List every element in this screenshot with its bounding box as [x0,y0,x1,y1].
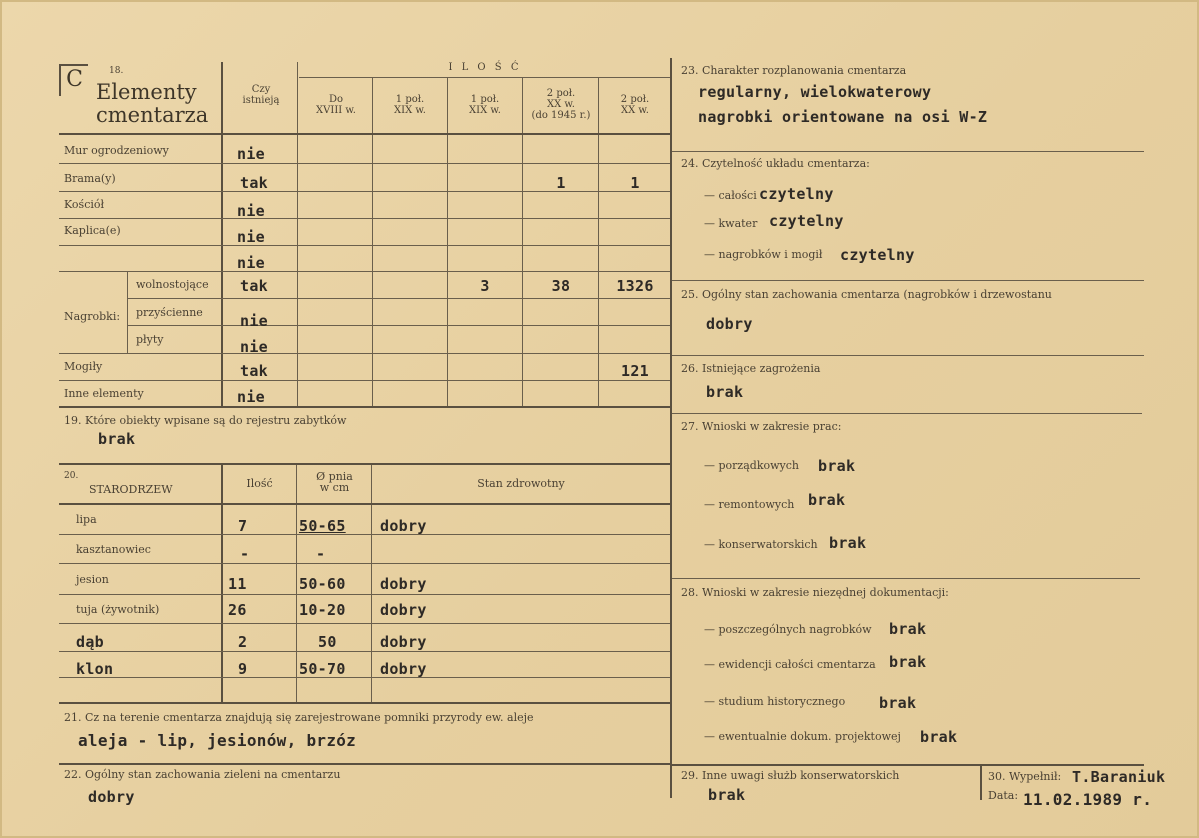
tree-diam-thuja: 10-20 [299,601,346,619]
col-header-quantity: I L O Ś Ć [448,62,522,73]
tree-count-oak: 2 [238,633,248,651]
exists-wall: nie [237,145,265,163]
q19-value: brak [98,430,136,448]
exists-chapel: nie [237,228,265,246]
q27-label: 27. Wnioski w zakresie prac: [681,420,842,433]
exists-slabs: nie [240,338,268,356]
exists-blank-row: nie [237,254,265,272]
exists-church: nie [237,202,265,220]
section-title-line2: cmentarza [96,103,209,127]
tree-health-lipa: dobry [380,517,427,535]
qty-graves-p5: 121 [621,362,649,380]
tree-health-oak: dobry [380,633,427,651]
exists-freestanding: tak [240,277,268,295]
q22-value: dobry [88,788,135,806]
qty-gate-p5: 1 [630,174,640,192]
q28-label: 28. Wnioski w zakresie niezędnej dokumentacji: [681,586,949,599]
q28-item-tombstones-value: brak [889,620,927,638]
row-label-church: Kościół [64,198,105,211]
q30-date-label: Data: [988,789,1019,802]
qty-gate-p4: 1 [556,174,566,192]
q27-item-cleanup-value: brak [818,457,856,475]
section-number: 18. [109,66,124,76]
q23-label: 23. Charakter rozplanowania cmentarza [681,64,907,77]
tree-name-oak: dąb [76,633,104,651]
row-label-chapel: Kaplica(e) [64,224,121,237]
q22-label: 22. Ogólny stan zachowania zieleni na cmentarzu [64,768,341,781]
tree-count-chestnut: - [240,545,250,563]
q20-col-count: Ilość [246,477,273,490]
tree-count-lipa: 7 [238,517,248,535]
q23-line1: regularny, wielokwaterowy [698,83,932,101]
tree-name-lipa: lipa [76,513,97,526]
q20-col-diameter: Ø pnia w cm [316,470,353,494]
q24-item-whole-label: — całości [704,189,757,202]
q28-item-registry-value: brak [889,653,927,671]
period-header-5: 2 poł. XX w. [620,94,650,116]
tree-name-chestnut: kasztanowiec [76,543,151,556]
q24-item-quarters-label: — kwater [704,217,758,230]
q24-item-quarters-value: czytelny [769,212,844,230]
q28-item-tombstones-label: — poszczególnych nagrobków [704,623,872,636]
tree-health-maple: dobry [380,660,427,678]
qty-freestanding-p5: 1326 [616,277,654,295]
q27-item-conservation-label: — konserwatorskich [704,538,818,551]
q24-label: 24. Czytelność układu cmentarza: [681,157,870,170]
q25-label: 25. Ogólny stan zachowania cmentarza (nagrobków i drzewostanu [681,288,1052,301]
row-label-tombstones: Nagrobki: [64,310,121,323]
q20-label: STARODRZEW [89,483,173,496]
q30-label: 30. Wypełnił: [988,770,1062,783]
q29-value: brak [708,786,746,804]
row-label-wall-mounted: przyścienne [136,306,203,319]
row-label-slabs: płyty [136,333,164,346]
q23-line2: nagrobki orientowane na osi W-Z [698,108,988,126]
tree-name-ash: jesion [76,573,109,586]
q20-number: 20. [64,471,79,481]
qty-freestanding-p4: 38 [551,277,571,295]
tree-diam-lipa: 50-65 [299,517,346,535]
q24-item-whole-value: czytelny [759,185,834,203]
exists-other: nie [237,388,265,406]
period-header-4: 2 poł. XX w. (do 1945 r.) [531,88,591,121]
q21-label: 21. Cz na terenie cmentarza znajdują się zarejestrowane pomniki przyrody ew. aleje [64,711,534,724]
tree-name-thuja: tuja (żywotnik) [76,603,160,616]
period-header-2: 1 poł. XIX w. [394,94,426,116]
q27-item-conservation-value: brak [829,534,867,552]
q24-item-graves-value: czytelny [840,246,915,264]
exists-wall-mounted: nie [240,312,268,330]
q25-value: dobry [706,315,753,333]
row-label-freestanding: wolnostojące [136,278,209,291]
tree-diam-chestnut: - [316,545,326,563]
tree-diam-ash: 50-60 [299,575,346,593]
period-header-1: Do XVIII w. [316,94,356,116]
col-header-exists: Czy istnieją [242,84,280,106]
q27-item-repair-value: brak [808,491,846,509]
row-label-gate: Brama(y) [64,172,116,185]
tree-health-thuja: dobry [380,601,427,619]
q27-item-repair-label: — remontowych [704,498,795,511]
tree-health-ash: dobry [380,575,427,593]
q28-item-design-label: — ewentualnie dokum. projektowej [704,730,901,743]
tree-diam-oak: 50 [318,633,337,651]
q20-col-health: Stan zdrowotny [477,477,565,490]
q21-value: aleja - lip, jesionów, brzóz [78,731,357,750]
q28-item-history-value: brak [879,694,917,712]
row-label-other: Inne elementy [64,387,144,400]
q26-value: brak [706,383,744,401]
q24-item-graves-label: — nagrobków i mogił [704,248,823,261]
qty-freestanding-p3: 3 [480,277,490,295]
tree-name-maple: klon [76,660,114,678]
tree-diam-maple: 50-70 [299,660,346,678]
q27-item-cleanup-label: — porządkowych [704,459,799,472]
period-header-3: 1 poł. XIX w. [469,94,501,116]
q30-date: 11.02.1989 r. [1023,790,1153,809]
exists-gate: tak [240,174,268,192]
tree-count-maple: 9 [238,660,248,678]
q28-item-history-label: — studium historycznego [704,695,846,708]
exists-graves: tak [240,362,268,380]
section-title-line1: Elementy [96,80,197,104]
section-letter: C [59,64,88,96]
q28-item-registry-label: — ewidencji całości cmentarza [704,658,876,671]
tree-count-ash: 11 [228,575,247,593]
q29-label: 29. Inne uwagi służb konserwatorskich [681,769,900,782]
row-label-wall: Mur ogrodzeniowy [64,144,169,157]
q19-label: 19. Które obiekty wpisane są do rejestru zabytków [64,414,347,427]
tree-count-thuja: 26 [228,601,247,619]
q28-item-design-value: brak [920,728,958,746]
q30-filled-by: T.Baraniuk [1072,768,1166,786]
q26-label: 26. Istniejące zagrożenia [681,362,821,375]
row-label-graves: Mogiły [64,360,103,373]
